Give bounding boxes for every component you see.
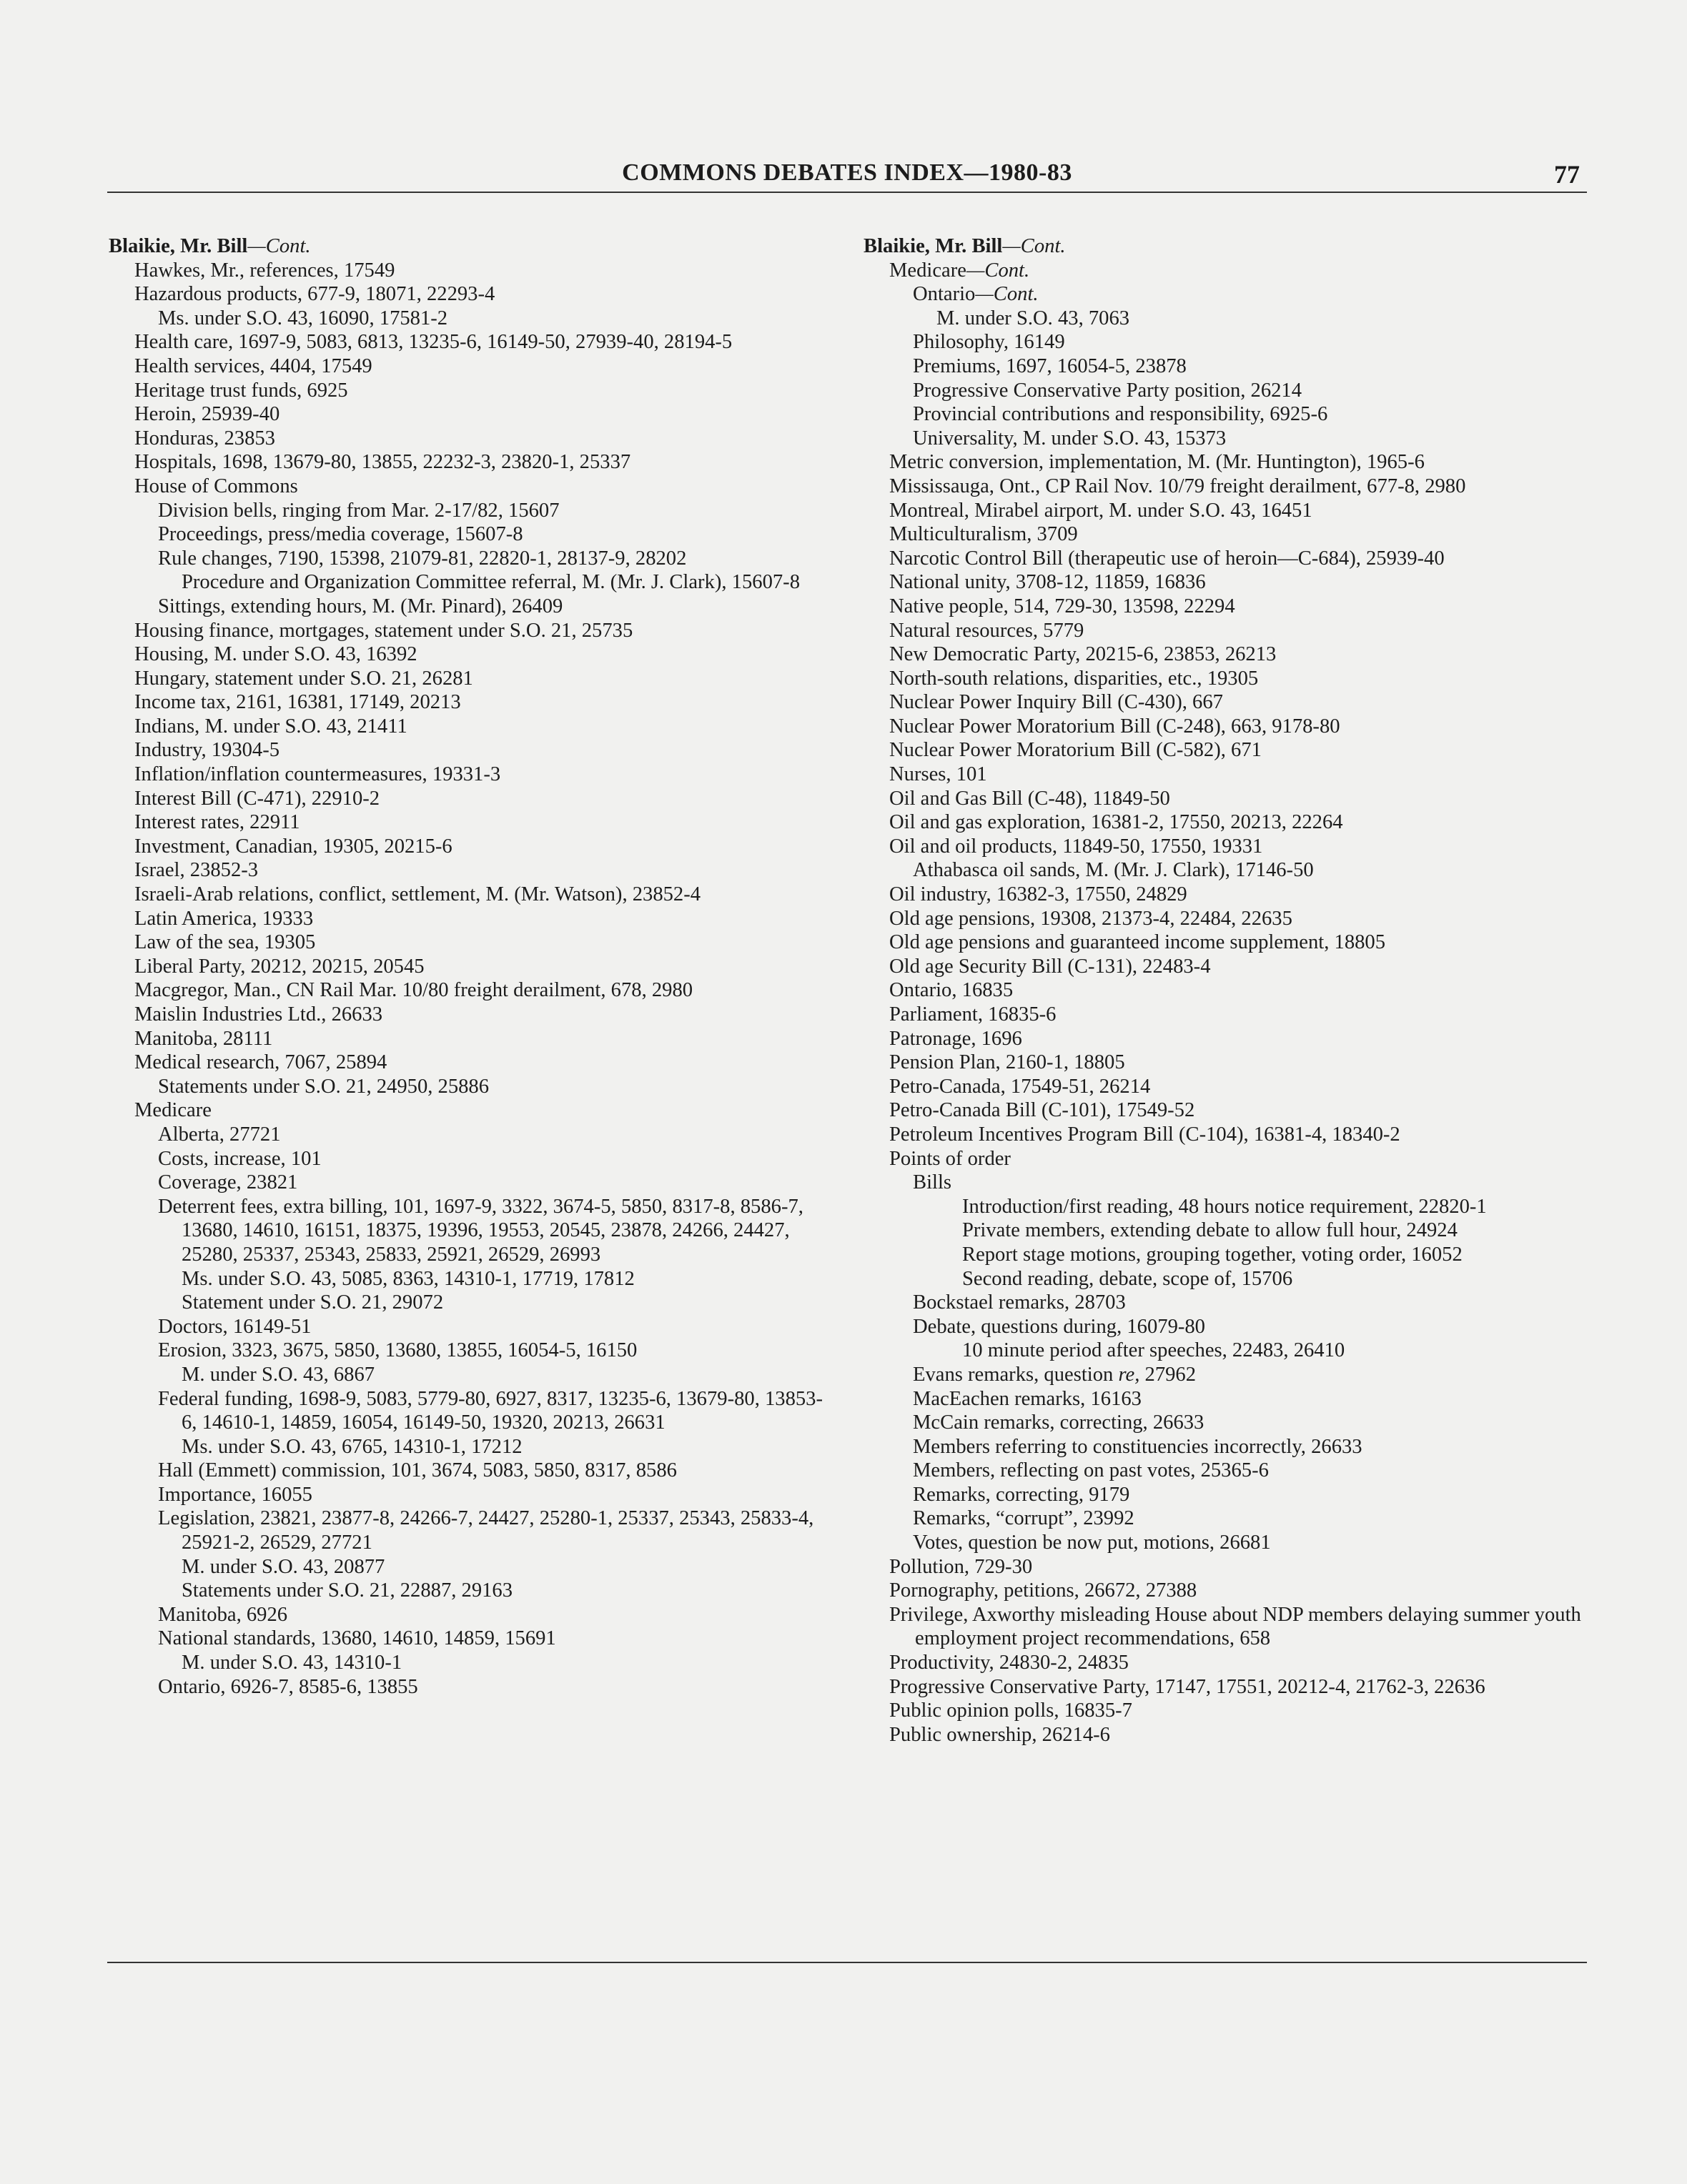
index-entry: Income tax, 2161, 16381, 17149, 20213: [134, 691, 461, 714]
index-heading: Blaikie, Mr. Bill—Cont.: [864, 235, 1066, 257]
index-entry: Public opinion polls, 16835-7: [889, 1699, 1132, 1722]
index-entry: Health care, 1697-9, 5083, 6813, 13235-6, 16149-50, 27939-40, 28194-5: [134, 331, 733, 354]
index-entry: Old age pensions and guaranteed income supplement, 18805: [889, 931, 1386, 954]
index-entry: Oil and oil products, 11849-50, 17550, 19331: [889, 835, 1263, 858]
index-subentry: Athabasca oil sands, M. (Mr. J. Clark), 17146-50: [913, 859, 1314, 882]
index-entry: Narcotic Control Bill (therapeutic use of heroin—C-684), 25939-40: [889, 547, 1445, 570]
index-entry: Montreal, Mirabel airport, M. under S.O. 43, 16451: [889, 499, 1312, 522]
left-column: [109, 234, 838, 1699]
index-entry: Hospitals, 1698, 13679-80, 13855, 22232-3, 23820-1, 25337: [134, 451, 631, 474]
index-subsubentry: Ms. under S.O. 43, 5085, 8363, 14310-1, 17719, 17812: [182, 1267, 635, 1290]
index-subsubentry: M. under S.O. 43, 20877: [182, 1555, 385, 1578]
index-subentry: Members, reflecting on past votes, 25365-6: [913, 1459, 1269, 1482]
index-entry: Interest rates, 22911: [134, 811, 300, 834]
index-subentry: Proceedings, press/media coverage, 15607-8: [158, 523, 523, 546]
index-subentry: Rule changes, 7190, 15398, 21079-81, 22820-1, 28137-9, 28202: [158, 547, 687, 570]
index-subentry: Manitoba, 6926: [158, 1603, 288, 1626]
index-entry: Medical research, 7067, 25894: [134, 1051, 387, 1074]
index-entry: Israeli-Arab relations, conflict, settlement, M. (Mr. Watson), 23852-4: [134, 883, 701, 906]
index-subentry: Universality, M. under S.O. 43, 15373: [913, 427, 1227, 450]
index-subsubentry: M. under S.O. 43, 6867: [182, 1363, 375, 1386]
index-entry: Medicare: [134, 1099, 212, 1122]
index-subentry: Philosophy, 16149: [913, 331, 1065, 354]
index-entry: Native people, 514, 729-30, 13598, 22294: [889, 595, 1235, 617]
page-title: COMMONS DEBATES INDEX—1980-83: [622, 159, 1072, 186]
index-subentry: Importance, 16055: [158, 1483, 312, 1506]
index-entry: Progressive Conservative Party, 17147, 17551, 20212-4, 21762-3, 22636: [889, 1675, 1485, 1698]
index-entry: Housing finance, mortgages, statement under S.O. 21, 25735: [134, 619, 633, 642]
index-subsubentry: Private members, extending debate to allow full hour, 24924: [962, 1219, 1458, 1242]
index-entry: Hazardous products, 677-9, 18071, 22293-4: [134, 283, 495, 306]
page-number: 77: [1554, 160, 1580, 189]
index-entry: Points of order: [889, 1147, 1011, 1170]
index-subentry: Alberta, 27721: [158, 1123, 281, 1146]
index-entry: Public ownership, 26214-6: [889, 1723, 1110, 1746]
index-entry: Maislin Industries Ltd., 26633: [134, 1003, 383, 1026]
index-entry: Industry, 19304-5: [134, 739, 280, 762]
index-entry: Petro-Canada Bill (C-101), 17549-52: [889, 1099, 1195, 1122]
index-entry: Honduras, 23853: [134, 427, 275, 450]
index-entry: Nuclear Power Inquiry Bill (C-430), 667: [889, 691, 1223, 714]
index-entry: Macgregor, Man., CN Rail Mar. 10/80 freight derailment, 678, 2980: [134, 979, 693, 1002]
index-subentry: McCain remarks, correcting, 26633: [913, 1411, 1204, 1434]
index-entry: North-south relations, disparities, etc., 19305: [889, 667, 1259, 690]
index-entry: Old age pensions, 19308, 21373-4, 22484, 22635: [889, 907, 1292, 930]
index-subentry: Ontario, 6926-7, 8585-6, 13855: [158, 1675, 418, 1698]
index-entry: Nuclear Power Moratorium Bill (C-582), 671: [889, 739, 1262, 762]
index-subsubentry: Second reading, debate, scope of, 15706: [962, 1267, 1293, 1290]
index-subentry: Bockstael remarks, 28703: [913, 1291, 1126, 1314]
index-entry: Nurses, 101: [889, 763, 987, 786]
index-subentry: Legislation, 23821, 23877-8, 24266-7, 24427, 25280-1, 25337, 25343, 25833-4, 25921-2, 26529, 27721: [158, 1507, 814, 1554]
index-entry: Metric conversion, implementation, M. (Mr. Huntington), 1965-6: [889, 451, 1425, 474]
index-subentry: Hall (Emmett) commission, 101, 3674, 5083, 5850, 8317, 8586: [158, 1459, 677, 1482]
index-entry: Petroleum Incentives Program Bill (C-104), 16381-4, 18340-2: [889, 1123, 1400, 1146]
right-column: [864, 234, 1585, 1747]
index-entry: Ontario, 16835: [889, 979, 1014, 1002]
index-entry: Indians, M. under S.O. 43, 21411: [134, 715, 407, 738]
index-entry: Housing, M. under S.O. 43, 16392: [134, 643, 417, 666]
index-entry: House of Commons: [134, 475, 298, 497]
index-entry: Pollution, 729-30: [889, 1555, 1033, 1578]
index-entry: Pension Plan, 2160-1, 18805: [889, 1051, 1125, 1074]
index-entry: Mississauga, Ont., CP Rail Nov. 10/79 freight derailment, 677-8, 2980: [889, 475, 1466, 497]
index-subentry: Sittings, extending hours, M. (Mr. Pinard), 26409: [158, 595, 563, 617]
index-entry: Latin America, 19333: [134, 907, 314, 930]
index-subentry: Remarks, correcting, 9179: [913, 1483, 1130, 1506]
index-subsubentry: Introduction/first reading, 48 hours notice requirement, 22820-1: [962, 1195, 1487, 1218]
index-subentry: Statements under S.O. 21, 24950, 25886: [158, 1075, 490, 1098]
index-entry: Natural resources, 5779: [889, 619, 1084, 642]
index-subentry: Costs, increase, 101: [158, 1147, 322, 1170]
index-subentry: Provincial contributions and responsibility, 6925-6: [913, 403, 1328, 426]
index-entry: Manitoba, 28111: [134, 1027, 273, 1050]
footer-rule: [107, 1962, 1587, 1963]
index-entry: Heritage trust funds, 6925: [134, 379, 348, 402]
index-subentry: Debate, questions during, 16079-80: [913, 1315, 1205, 1338]
index-entry: Hawkes, Mr., references, 17549: [134, 259, 395, 282]
index-entry: Oil industry, 16382-3, 17550, 24829: [889, 883, 1187, 906]
index-subsubentry: Ms. under S.O. 43, 6765, 14310-1, 17212: [182, 1435, 523, 1458]
index-subentry: Premiums, 1697, 16054-5, 23878: [913, 354, 1187, 377]
index-subentry: Ms. under S.O. 43, 16090, 17581-2: [158, 307, 448, 329]
header-rule: [107, 192, 1587, 193]
index-subentry: Votes, question be now put, motions, 26681: [913, 1532, 1271, 1554]
index-entry: Oil and Gas Bill (C-48), 11849-50: [889, 787, 1170, 810]
index-subentry: Members referring to constituencies incorrectly, 26633: [913, 1435, 1362, 1458]
index-entry: Law of the sea, 19305: [134, 931, 316, 954]
index-entry: Israel, 23852-3: [134, 859, 259, 882]
index-entry: Hungary, statement under S.O. 21, 26281: [134, 667, 473, 690]
index-entry: New Democratic Party, 20215-6, 23853, 26213: [889, 643, 1277, 666]
index-entry: Inflation/inflation countermeasures, 19331-3: [134, 763, 501, 786]
index-subentry: Remarks, “corrupt”, 23992: [913, 1507, 1134, 1530]
index-subentry: MacEachen remarks, 16163: [913, 1387, 1142, 1410]
index-subsubentry: Statement under S.O. 21, 29072: [182, 1291, 444, 1314]
index-subsubentry: Statements under S.O. 21, 22887, 29163: [182, 1579, 513, 1602]
index-subentry: Division bells, ringing from Mar. 2-17/82, 15607: [158, 499, 560, 522]
index-subsubentry: 10 minute period after speeches, 22483, 26410: [962, 1339, 1345, 1362]
index-entry: Nuclear Power Moratorium Bill (C-248), 663, 9178-80: [889, 715, 1340, 738]
index-subentry: Ontario—Cont.: [913, 283, 1039, 306]
index-entry: Health services, 4404, 17549: [134, 354, 372, 377]
index-entry: Liberal Party, 20212, 20215, 20545: [134, 955, 425, 978]
index-subentry: Erosion, 3323, 3675, 5850, 13680, 13855, 16054-5, 16150: [158, 1339, 638, 1362]
index-entry: Multiculturalism, 3709: [889, 523, 1078, 546]
index-subentry: Evans remarks, question re, 27962: [913, 1363, 1197, 1386]
index-entry: Oil and gas exploration, 16381-2, 17550, 20213, 22264: [889, 811, 1343, 834]
index-subentry: Coverage, 23821: [158, 1171, 298, 1194]
index-subsubentry: Procedure and Organization Committee referral, M. (Mr. J. Clark), 15607-8: [182, 571, 800, 594]
index-subsubentry: M. under S.O. 43, 7063: [936, 307, 1130, 329]
index-entry: Patronage, 1696: [889, 1027, 1022, 1050]
index-subentry: Deterrent fees, extra billing, 101, 1697-9, 3322, 3674-5, 5850, 8317-8, 8586-7, 13680, 14610, 16151, 18375, 19396, 19553, 20545, 23878, 24266, 24427, 25280, 25337, 25343, 25833, 25921, 26529, 26993: [158, 1195, 803, 1266]
index-entry: Old age Security Bill (C-131), 22483-4: [889, 955, 1211, 978]
index-entry: National unity, 3708-12, 11859, 16836: [889, 571, 1206, 594]
index-subsubentry: M. under S.O. 43, 14310-1: [182, 1652, 402, 1674]
index-subentry: National standards, 13680, 14610, 14859, 15691: [158, 1627, 556, 1650]
index-entry: Interest Bill (C-471), 22910-2: [134, 787, 380, 810]
index-heading: Blaikie, Mr. Bill—Cont.: [109, 235, 311, 257]
index-entry: Investment, Canadian, 19305, 20215-6: [134, 835, 452, 858]
index-entry: Petro-Canada, 17549-51, 26214: [889, 1075, 1151, 1098]
index-subentry: Progressive Conservative Party position, 26214: [913, 379, 1302, 402]
index-entry: Medicare—Cont.: [889, 259, 1030, 282]
index-subsubentry: Report stage motions, grouping together, voting order, 16052: [962, 1243, 1463, 1266]
index-subentry: Bills: [913, 1171, 952, 1194]
index-subentry: Doctors, 16149-51: [158, 1315, 312, 1338]
index-entry: Privilege, Axworthy misleading House about NDP members delaying summer youth employment project recommendations, 658: [889, 1603, 1581, 1650]
index-subentry: Federal funding, 1698-9, 5083, 5779-80, 6927, 8317, 13235-6, 13679-80, 13853-6, 14610-1, 14859, 16054, 16149-50, 19320, 20213, 26631: [158, 1387, 823, 1434]
index-entry: Parliament, 16835-6: [889, 1003, 1057, 1026]
index-entry: Productivity, 24830-2, 24835: [889, 1652, 1129, 1674]
index-entry: Pornography, petitions, 26672, 27388: [889, 1579, 1197, 1602]
index-entry: Heroin, 25939-40: [134, 403, 280, 426]
